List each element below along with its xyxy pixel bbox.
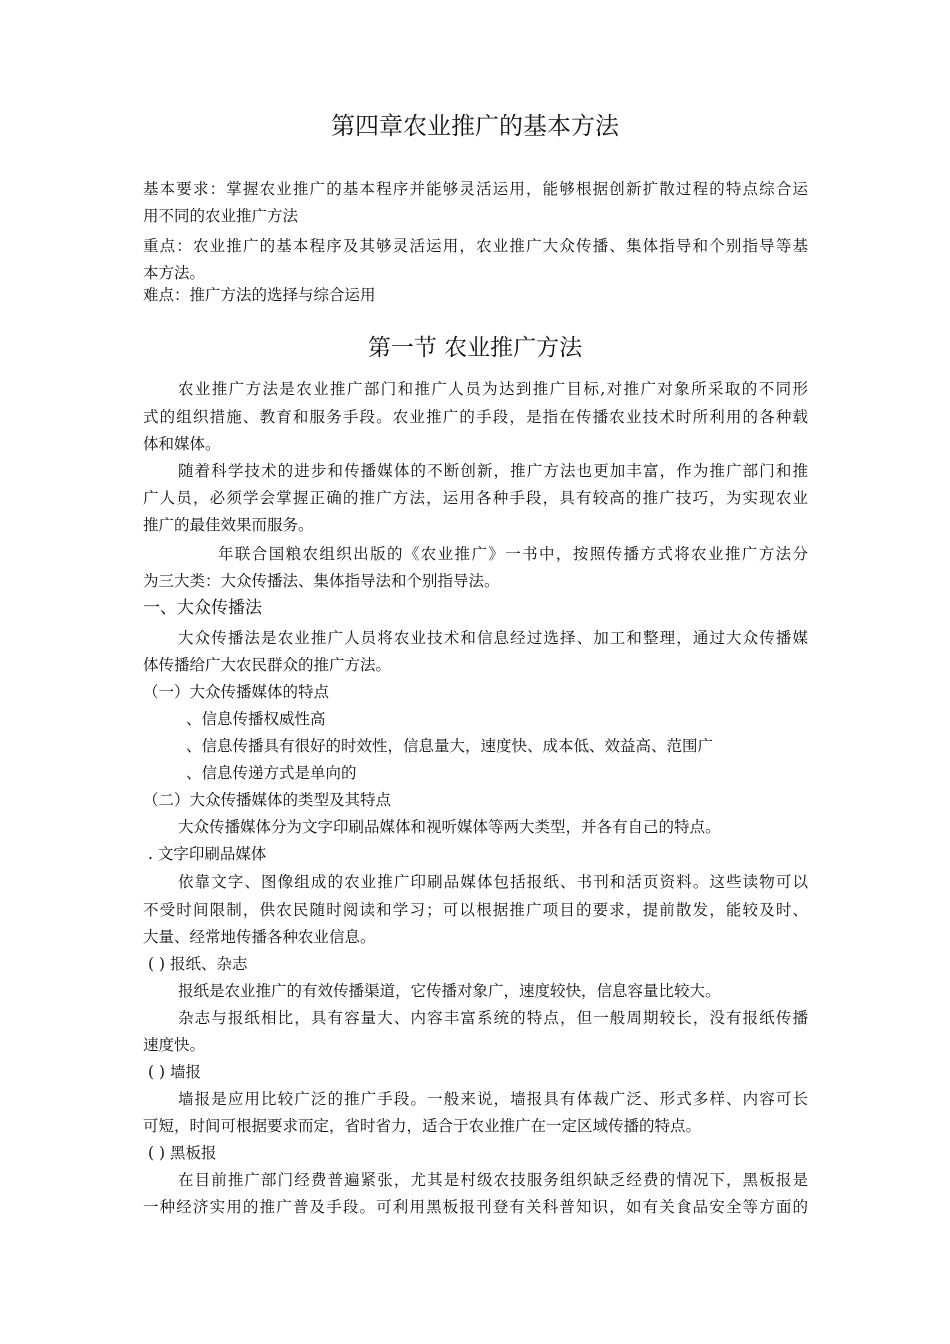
list-item: 、信息传播具有很好的时效性，信息量大，速度快、成本低、效益高、范围广 [186, 737, 714, 755]
chapter-title: 第四章农业推广的基本方法 [331, 112, 619, 140]
paragraph-line: 报纸是农业推广的有效传播渠道，它传播对象广，速度较快，信息容量比较大。 [178, 982, 721, 1000]
heading-mass-communication: 一、大众传播法 [143, 598, 262, 618]
difficulty-line: 难点：推广方法的选择与综合运用 [143, 286, 376, 304]
requirement-line: 基本要求：掌握农业推广的基本程序并能够灵活运用，能够根据创新扩散过程的特点综合运 [143, 180, 808, 198]
list-item: 、信息传递方式是单向的 [186, 764, 357, 782]
subheading-blackboard: ( ) 黑板报 [148, 1144, 217, 1162]
key-points-line: 重点：农业推广的基本程序及其够灵活运用，农业推广大众传播、集体指导和个别指导等基 [143, 237, 808, 255]
paragraph-line: 大众传播媒体分为文字印刷品媒体和视听媒体等两大类型，并各有自己的特点。 [178, 818, 721, 836]
subheading-newspapers: ( ) 报纸、杂志 [148, 955, 248, 973]
paragraph-line: 杂志与报纸相比，具有容量大、内容丰富系统的特点，但一般周期较长，没有报纸传播 [178, 1009, 808, 1027]
paragraph-line: 式的组织措施、教育和服务手段。农业推广的手段，是指在传播农业技术时所利用的各种载 [143, 408, 808, 426]
paragraph-line: 大众传播法是农业推广人员将农业技术和信息经过选择、加工和整理，通过大众传播媒 [178, 629, 808, 647]
paragraph-line: 农业推广方法是农业推广部门和推广人员为达到推广目标,对推广对象所采取的不同形 [178, 380, 808, 398]
paragraph-line: 为三大类：大众传播法、集体指导法和个别指导法。 [143, 572, 500, 590]
paragraph-line: 大量、经常地传播各种农业信息。 [143, 928, 376, 946]
paragraph-line: 随着科学技术的进步和传播媒体的不断创新，推广方法也更加丰富，作为推广部门和推 [178, 462, 808, 480]
paragraph-line: 推广的最佳效果而服务。 [143, 516, 314, 534]
key-points-line: 本方法。 [143, 264, 206, 282]
paragraph-line: 不受时间限制，供农民随时阅读和学习；可以根据推广项目的要求，提前散发，能较及时、 [143, 901, 808, 919]
subheading-wall-posters: ( ) 墙报 [148, 1063, 201, 1081]
subheading-types: （二）大众传播媒体的类型及其特点 [143, 791, 392, 809]
paragraph-line: 墙报是应用比较广泛的推广手段。一般来说，墙报具有体裁广泛、形式多样、内容可长 [178, 1090, 808, 1108]
paragraph-line: 体传播给广大农民群众的推广方法。 [143, 656, 392, 674]
paragraph-line: 年联合国粮农组织出版的《农业推广》一书中，按照传播方式将农业推广方法分 [218, 545, 808, 563]
requirement-line: 用不同的农业推广方法 [143, 207, 299, 225]
paragraph-line: 广人员，必须学会掌握正确的推广方法，运用各种手段，具有较高的推广技巧，为实现农业 [143, 489, 808, 507]
paragraph-line: 体和媒体。 [143, 435, 221, 453]
paragraph-line: 速度快。 [143, 1036, 206, 1054]
paragraph-line: 一种经济实用的推广普及手段。可利用黑板报刊登有关科普知识，如有关食品安全等方面的 [143, 1198, 808, 1216]
paragraph-line: 依靠文字、图像组成的农业推广印刷品媒体包括报纸、书刊和活页资料。这些读物可以 [178, 873, 808, 891]
paragraph-line: 在目前推广部门经费普遍紧张，尤其是村级农技服务组织缺乏经费的情况下，黑板报是 [178, 1171, 808, 1189]
list-item: 、信息传播权威性高 [186, 710, 326, 728]
subheading-features: （一）大众传播媒体的特点 [143, 683, 330, 701]
subheading-print-media: . 文字印刷品媒体 [148, 845, 267, 863]
section-title: 第一节 农业推广方法 [367, 335, 583, 361]
paragraph-line: 可短，时间可根据要求而定，省时省力，适合于农业推广在一定区域传播的特点。 [143, 1117, 702, 1135]
